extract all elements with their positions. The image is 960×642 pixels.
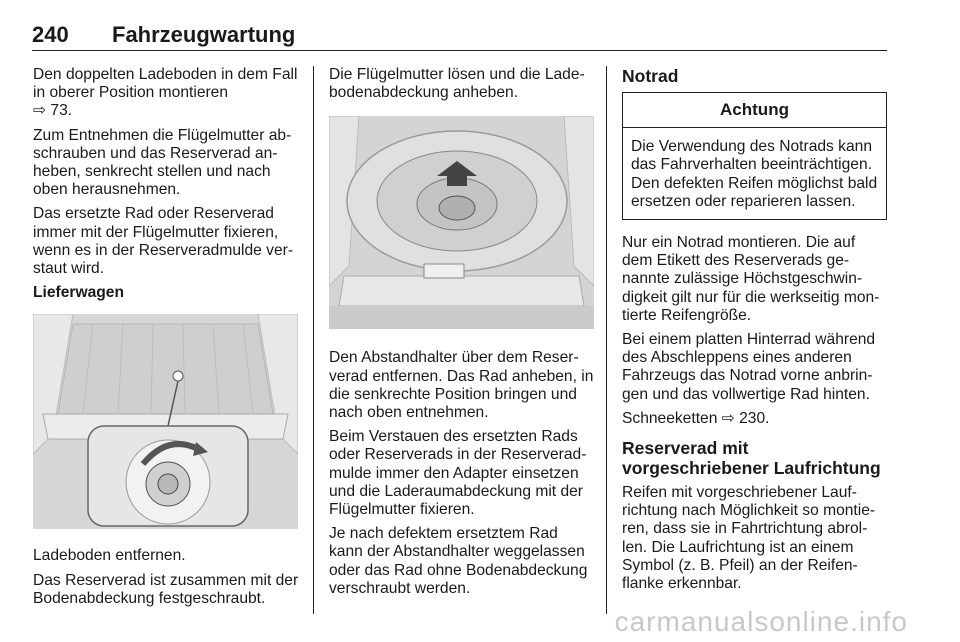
cargo-floor-illustration (33, 314, 298, 529)
column-2 (329, 66, 594, 604)
paragraph: Zum Entnehmen die Flügelmutter abschrauben und das Reserverad anheben, senkrecht stellen und nach oben herausnehmen. (33, 126, 292, 199)
paragraph: Die Flügelmutter lösen und die Ladebodenabdeckung anheben. (329, 66, 585, 102)
warning-title: Achtung (623, 93, 886, 128)
paragraph (622, 410, 887, 428)
paragraph-text: Schneeketten (622, 409, 718, 427)
watermark: carmanualsonline.info (614, 606, 908, 637)
paragraph: Ladeboden entfernen. (33, 547, 186, 565)
section-heading-notrad: Notrad (622, 66, 679, 86)
page-reference-link[interactable]: ⇨ 73. (33, 102, 73, 120)
column-3 (622, 66, 887, 599)
paragraph: Das ersetzte Rad oder Reserverad immer mit der Flügelmutter fixieren, wenn es in der Reserveradmulde verstaut wird. (33, 205, 294, 278)
paragraph: Reifen mit vorgeschriebener Laufrichtung nach Möglichkeit so montieren, dass sie in Fahrtrichtung abrollen. Die Laufrichtung ist an einem Symbol (z. B. Pfeil) an der Reifenflanke erkennbar. (622, 484, 876, 593)
paragraph-text: Den doppelten Ladeboden in dem Fall in oberer Position montieren (33, 66, 298, 102)
paragraph: Bei einem platten Hinterrad während des Abschleppens eines anderen Fahrzeugs das Notrad vorne anbringen und das vollwertige Rad hinten. (622, 331, 876, 403)
warning-box (622, 92, 887, 220)
warning-text: Die Verwendung des Notrads kann das Fahrverhalten beeinträchtigen. Den defekten Reifen möglichst bald ersetzen oder reparieren lassen. (631, 138, 878, 210)
page-number: 240 (32, 22, 69, 47)
subheading-lieferwagen: Lieferwagen (33, 284, 124, 302)
section-heading-laufrichtung: Reserverad mit vorgeschriebener Laufrichtung (622, 438, 881, 479)
paragraph: Den Abstandhalter über dem Reserverad entfernen. Das Rad anheben, in die senkrechte Position bringen und nach oben entnehmen. (329, 349, 594, 422)
paragraph (33, 66, 299, 121)
column-1 (33, 66, 299, 614)
column-divider (313, 66, 314, 614)
page-reference-link[interactable]: ⇨ 230. (721, 409, 770, 427)
page-header (32, 24, 887, 51)
page-title: Fahrzeugwartung (112, 22, 296, 47)
paragraph: Nur ein Notrad montieren. Die auf dem Etikett des Reserverads genannte zulässige Höchstgeschwindigkeit gilt nur für die werkseitig montierte Reifengröße. (622, 234, 880, 324)
column-divider (606, 66, 607, 614)
cargo-floor-figure (33, 314, 298, 529)
paragraph: Das Reserverad ist zusammen mit der Bodenabdeckung festgeschraubt. (33, 571, 299, 607)
spare-wheel-illustration (329, 116, 594, 329)
spare-wheel-figure (329, 116, 594, 329)
paragraph: Beim Verstauen des ersetzten Rads oder Reserverads in der Reserveradmulde immer den Adapter einsetzen und die Laderaumabdeckung mit der Flügelmutter fixieren. (329, 428, 587, 519)
paragraph: Je nach defektem ersetztem Rad kann der Abstandhalter weggelassen oder das Rad ohne Bodenabdeckung verschraubt werden. (329, 525, 588, 597)
